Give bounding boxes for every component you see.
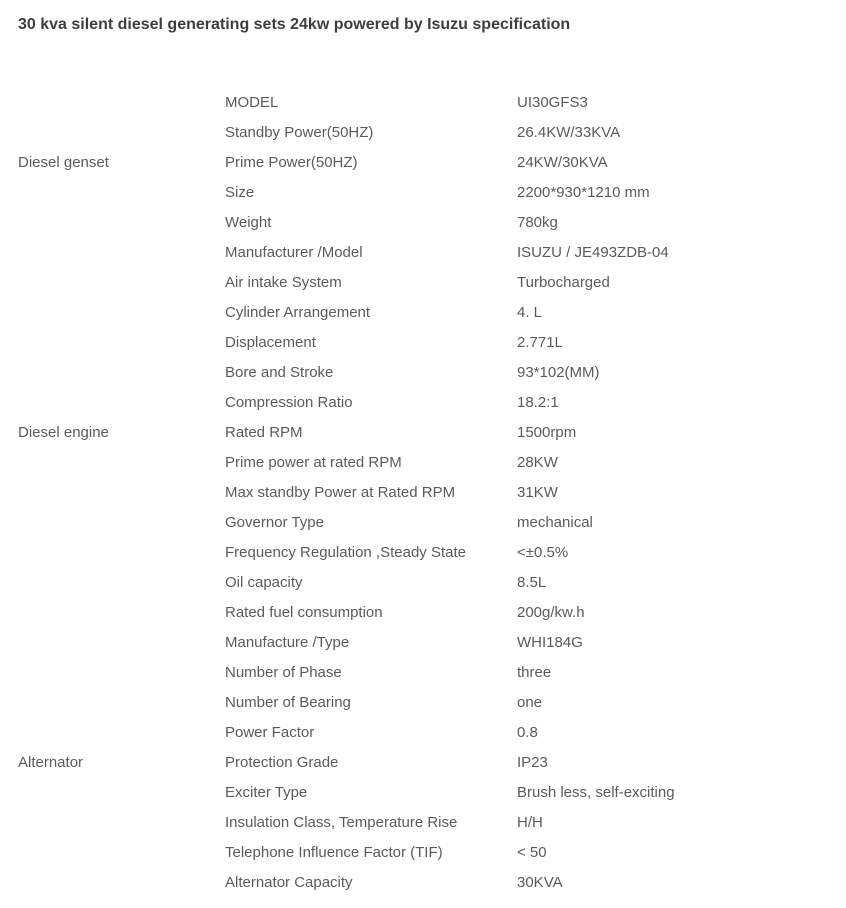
- spec-label: Manufacture /Type: [225, 634, 350, 652]
- spec-value: mechanical: [517, 514, 593, 532]
- spec-value: WHI184G: [517, 634, 583, 652]
- spec-value: < 50: [517, 844, 547, 862]
- spec-value: IP23: [517, 754, 548, 772]
- spec-label: Number of Phase: [225, 664, 342, 682]
- spec-label: Size: [225, 184, 255, 202]
- spec-value: <±0.5%: [517, 544, 569, 562]
- spec-label: Exciter Type: [225, 784, 308, 802]
- spec-value: Turbocharged: [517, 274, 610, 292]
- spec-label: Rated RPM: [225, 424, 303, 442]
- spec-value: one: [517, 694, 543, 712]
- spec-label: Protection Grade: [225, 754, 339, 772]
- spec-value: 8.5L: [517, 574, 547, 592]
- specification-table: [18, 88, 828, 898]
- category-cell-diesel-engine: Diesel engine: [18, 424, 109, 442]
- spec-label: Bore and Stroke: [225, 364, 334, 382]
- spec-value: 0.8: [517, 724, 538, 742]
- spec-value: 26.4KW/33KVA: [517, 124, 621, 142]
- spec-label: MODEL: [225, 94, 279, 112]
- spec-label: Insulation Class, Temperature Rise: [225, 814, 458, 832]
- page-title: 30 kva silent diesel generating sets 24kw powered by Isuzu specification: [18, 16, 571, 33]
- spec-label: Standby Power(50HZ): [225, 124, 374, 142]
- spec-label: Displacement: [225, 334, 316, 352]
- spec-label: Air intake System: [225, 274, 342, 292]
- spec-label: Weight: [225, 214, 272, 232]
- category-cell-diesel-genset: Diesel genset: [18, 154, 109, 172]
- spec-value: 1500rpm: [517, 424, 577, 442]
- spec-value: 28KW: [517, 454, 558, 472]
- spec-value: 780kg: [517, 214, 558, 232]
- spec-label: Telephone Influence Factor (TIF): [225, 844, 443, 862]
- spec-label: Manufacturer /Model: [225, 244, 363, 262]
- spec-label: Alternator Capacity: [225, 874, 353, 892]
- spec-row: [18, 238, 828, 268]
- spec-label: Cylinder Arrangement: [225, 304, 371, 322]
- spec-value: 24KW/30KVA: [517, 154, 608, 172]
- spec-label: Number of Bearing: [225, 694, 351, 712]
- spec-label: Power Factor: [225, 724, 315, 742]
- spec-value: UI30GFS3: [517, 94, 588, 112]
- spec-label: Rated fuel consumption: [225, 604, 383, 622]
- spec-value: Brush less, self-exciting: [517, 784, 675, 802]
- spec-label: Prime power at rated RPM: [225, 454, 402, 472]
- spec-value: three: [517, 664, 552, 682]
- spec-value: ISUZU / JE493ZDB-04: [517, 244, 669, 262]
- spec-label: Oil capacity: [225, 574, 303, 592]
- spec-value: 31KW: [517, 484, 558, 502]
- category-cell-alternator: Alternator: [18, 754, 84, 772]
- spec-value: 2200*930*1210 mm: [517, 184, 650, 202]
- spec-value: 2.771L: [517, 334, 563, 352]
- spec-label: Max standby Power at Rated RPM: [225, 484, 456, 502]
- spec-value: 4. L: [517, 304, 543, 322]
- spec-value: 200g/kw.h: [517, 604, 585, 622]
- spec-label: Compression Ratio: [225, 394, 353, 412]
- spec-row: [18, 628, 828, 658]
- spec-label: Frequency Regulation ,Steady State: [225, 544, 466, 562]
- spec-row: [18, 88, 828, 118]
- spec-label: Prime Power(50HZ): [225, 154, 358, 172]
- spec-label: Governor Type: [225, 514, 324, 532]
- spec-value: H/H: [517, 814, 543, 832]
- spec-value: 18.2:1: [517, 394, 559, 412]
- spec-value: 30KVA: [517, 874, 563, 892]
- spec-value: 93*102(MM): [517, 364, 600, 382]
- specification-table-body: [18, 88, 828, 898]
